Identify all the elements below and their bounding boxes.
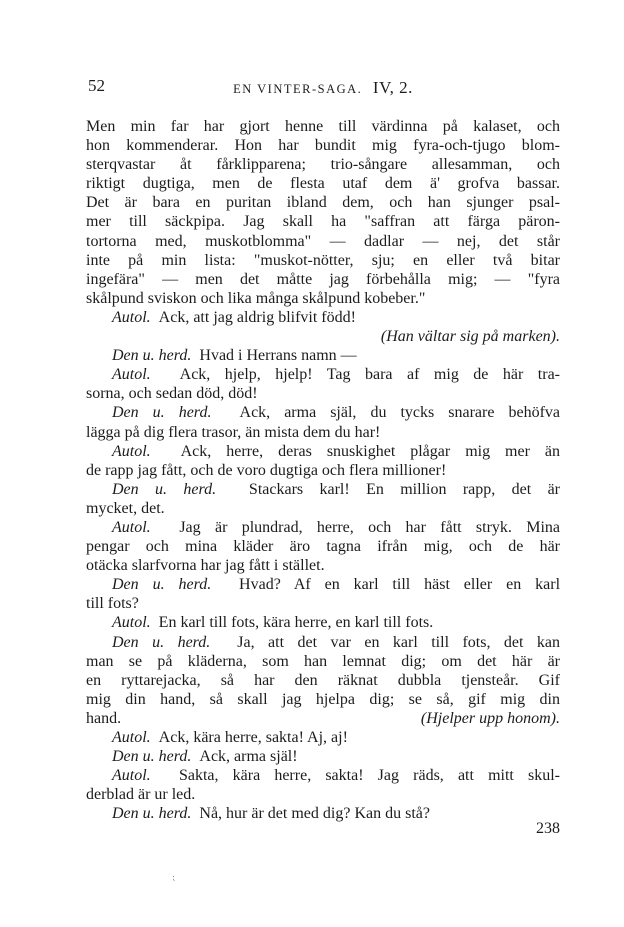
speaker-name: Den u. herd. — [112, 404, 212, 422]
line-text: otäcka slarfvorna har jag fått i stället. — [86, 557, 325, 575]
speaker-name: Den u. herd. — [112, 576, 212, 594]
line-text: mer till säckpipa. Jag skall ha "saffran att färga päron- — [86, 213, 560, 231]
line-text: En karl till fots, kära herre, en karl till fots. — [158, 614, 434, 632]
line-text: pengar och mina kläder äro tagna ifrån mig, och de här — [86, 538, 560, 556]
line-text: hand. — [86, 709, 122, 727]
line-text: Ack, kära herre, sakta! Aj, aj! — [158, 729, 348, 746]
text-line — [86, 461, 560, 480]
line-text: Ack, arma själ, du tycks snarare behöfva — [239, 404, 561, 422]
text-line — [86, 518, 560, 537]
text-line — [86, 747, 560, 766]
text-line — [86, 174, 560, 193]
speaker-name: Autol. — [112, 518, 151, 536]
line-text: Hvad? Af en karl till häst eller en karl — [239, 576, 561, 594]
speaker-name: Den u. herd. — [112, 805, 192, 823]
page-header — [88, 76, 558, 98]
line-text: de rapp jag fått, och de voro dugtiga och flera millioner! — [86, 461, 447, 479]
speaker-name: Autol. — [112, 442, 151, 460]
speaker-name: Autol. — [112, 767, 151, 785]
text-line — [86, 212, 560, 231]
text-line — [86, 442, 560, 461]
line-text: Nå, hur är det med dig? Kan du stå? — [199, 805, 430, 823]
speaker-name: Autol. — [112, 614, 151, 632]
text-line — [86, 537, 560, 556]
line-text: en ryttarejacka, så har den räknat dubbla tjensteår. Gif — [86, 671, 560, 689]
text-line — [86, 709, 560, 728]
line-text: Ack, herre, deras snuskighet plågar mig mer än — [180, 442, 561, 460]
text-line — [86, 136, 560, 155]
line-text: till fots? — [86, 595, 139, 613]
text-line — [86, 728, 560, 747]
text-line — [86, 308, 560, 327]
text-line — [86, 633, 560, 652]
speaker-name: Autol. — [112, 366, 151, 384]
speaker-name: Den u. herd. — [112, 347, 192, 365]
line-text: mycket, det. — [86, 499, 165, 517]
speaker-name: Autol. — [112, 308, 151, 326]
text-line — [86, 613, 560, 632]
body-text — [86, 117, 560, 823]
text-line — [86, 232, 560, 251]
section-number: IV, 2. — [372, 78, 413, 97]
line-text: Ack, att jag aldrig blifvit född! — [158, 308, 356, 326]
stage-direction: (Hjelper upp honom). — [420, 709, 560, 727]
text-line — [86, 785, 560, 804]
text-line — [86, 480, 560, 499]
speaker-name: Den u. herd. — [112, 633, 211, 651]
text-line — [86, 671, 560, 690]
text-line — [86, 766, 560, 785]
line-text: inte på min lista: "muskot-nötter, sju; en eller två bitar — [86, 251, 560, 269]
text-line — [86, 289, 560, 308]
text-line — [86, 499, 560, 518]
line-text: man se på kläderna, som han lemnat dig; om det här är — [86, 652, 560, 670]
line-text: Ack, arma själ! — [199, 748, 298, 766]
text-line — [86, 423, 560, 442]
speaker-name: Autol. — [112, 729, 151, 746]
text-line — [86, 652, 560, 671]
text-line — [86, 346, 560, 365]
paper-speck: ⁏ — [172, 872, 176, 882]
text-line — [86, 365, 560, 384]
text-line — [86, 594, 560, 613]
line-text: riktigt dugtiga, men de flesta utaf dem ä' grofva bassar. — [86, 175, 560, 193]
text-line — [86, 804, 560, 823]
speaker-name: Den u. herd. — [112, 748, 192, 766]
text-line — [86, 690, 560, 709]
text-line — [86, 327, 560, 346]
line-text: Ack, hjelp, hjelp! Tag bara af mig de här tra- — [179, 366, 560, 384]
printer-signature-mark: 238 — [536, 820, 560, 837]
line-text: ingefära" — men det måtte jag förbehålla mig; — "fyra — [86, 270, 560, 288]
line-text: Ja, att det var en karl till fots, det kan — [237, 633, 561, 651]
running-title-text: EN VINTER-SAGA. — [233, 82, 363, 96]
text-line — [86, 155, 560, 174]
line-text: Jag är plundrad, herre, och har fått stryk. Mina — [179, 518, 560, 536]
line-text: Stackars karl! En million rapp, det är — [248, 480, 561, 498]
line-text: skålpund sviskon och lika många skålpund kobeber." — [86, 289, 426, 307]
text-line — [86, 403, 560, 422]
line-text: derblad är ur led. — [86, 786, 196, 804]
line-text: sorna, och sedan död, död! — [86, 385, 258, 403]
page-number: 52 — [88, 76, 105, 95]
line-text: sterqvastar åt fårklipparena; trio-sångare allesamman, och — [86, 156, 560, 174]
text-line — [86, 384, 560, 403]
line-text: Det är bara en puritan ibland dem, och han sjunger psal- — [86, 194, 560, 212]
text-line — [86, 193, 560, 212]
text-line — [86, 270, 560, 289]
line-text: lägga på dig flera trasor, än mista dem du har! — [86, 423, 381, 441]
text-line — [86, 575, 560, 594]
running-title — [88, 78, 558, 98]
line-text: tortorna med, muskotblomma" — dadlar — nej, det står — [86, 232, 560, 250]
line-text: hon kommenderar. Hon har bundit mig fyra-och-tjugo blom- — [86, 137, 560, 155]
text-line — [86, 556, 560, 575]
line-text: Men min far har gjort henne till värdinna på kalaset, och — [86, 118, 560, 135]
text-line — [86, 117, 560, 136]
line-text: Sakta, kära herre, sakta! Jag räds, att mitt skul- — [178, 767, 561, 785]
line-text: mig din hand, så skall jag hjelpa dig; se så, gif mig din — [86, 690, 560, 708]
line-text: Hvad i Herrans namn — — [199, 347, 357, 365]
text-line — [86, 251, 560, 270]
stage-direction: (Han vältar sig på marken). — [380, 328, 560, 346]
speaker-name: Den u. herd. — [112, 480, 217, 498]
